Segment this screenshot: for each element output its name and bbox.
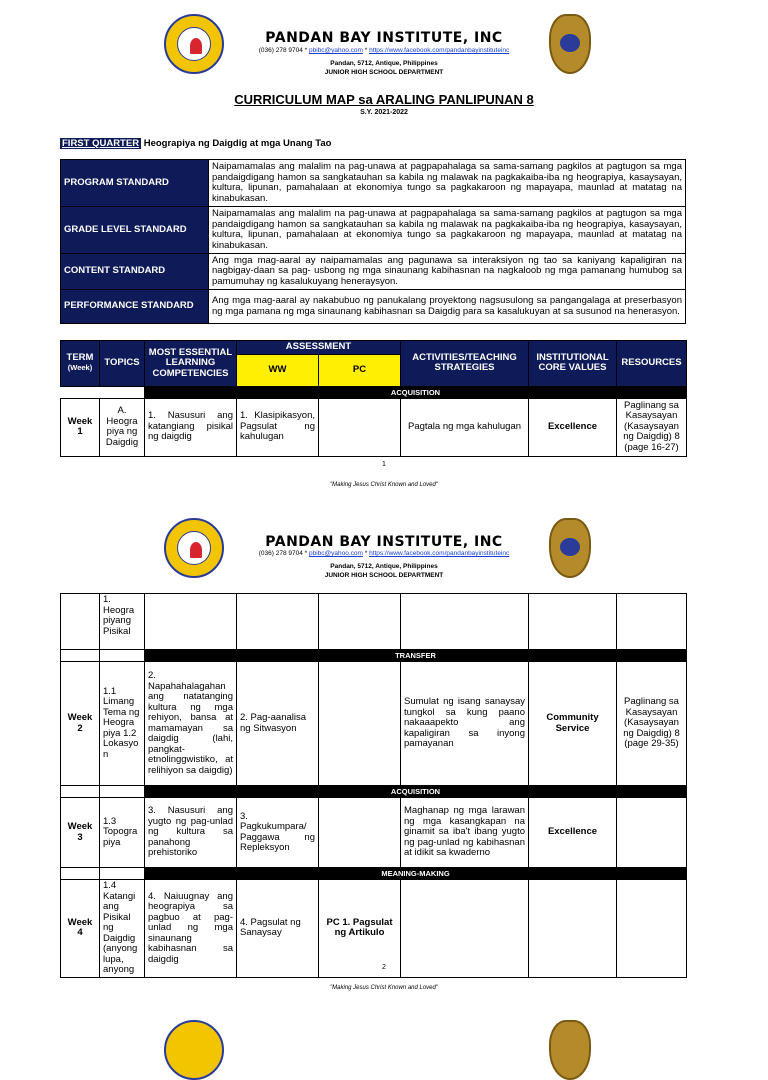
table-row bbox=[61, 594, 687, 650]
term-label: TERM bbox=[66, 351, 94, 363]
topic-cell: 1.4 Katangi ang Pisikal ng Daigdig (anyong lupa, anyong bbox=[100, 880, 145, 978]
ww-cell: 1. Klasipikasyon, Pagsulat ng kahulugan bbox=[237, 398, 319, 456]
resource-cell bbox=[617, 594, 687, 650]
motto-footer: "Making Jesus Christ Known and Loved" bbox=[330, 482, 438, 488]
topic-cell: 1.1 Limang Tema ng Heogra piya 1.2 Lokasyo n bbox=[100, 662, 145, 786]
page-number: 1 bbox=[382, 461, 386, 468]
address: Pandan, 5712, Antique, Philippines bbox=[330, 60, 438, 67]
contact-phone: (036) 278 9704 * bbox=[258, 47, 309, 54]
resource-cell: Paglinang sa Kasaysayan (Kasaysayan ng Daigdig) 8 (page 29-35) bbox=[617, 662, 687, 786]
department: JUNIOR HIGH SCHOOL DEPARTMENT bbox=[324, 572, 444, 579]
pc-cell bbox=[319, 594, 401, 650]
week-cell bbox=[61, 594, 100, 650]
ww-cell: 2. Pag-aanalisa ng Sitwasyon bbox=[237, 662, 319, 786]
pc-cell bbox=[319, 662, 401, 786]
melc-cell: 4. Naiuugnay ang heograpiya sa pagbuo at pag-unlad ng mga sinaunang kabihasnan sa daigdig bbox=[145, 880, 237, 978]
contact-line bbox=[0, 47, 768, 54]
crest-icon bbox=[549, 1020, 591, 1080]
ww-cell bbox=[237, 594, 319, 650]
ww-cell: 4. Pagsulat ng Sanaysay bbox=[237, 880, 319, 978]
activity-cell bbox=[401, 594, 529, 650]
header-pc: PC bbox=[319, 354, 401, 386]
header-term bbox=[61, 341, 100, 387]
standard-label: CONTENT STANDARD bbox=[61, 254, 209, 290]
table-row bbox=[61, 662, 687, 786]
term-sub-label: (Week) bbox=[67, 363, 93, 373]
value-cell: Excellence bbox=[529, 398, 617, 456]
standard-text: Naipamamalas ang malalim na pag-unawa at pagpapahalaga sa sama-samang pagkilos at pagtugon sa mga pandaigdigang hamon sa sangkatauhan sa kabila ng malawak na pagkakaiba-iba ng heograpiya, kasaysayan, kultura, lipunan, pamahalaan at ekonomiya tungo sa pagkakaroon ng mapayapa, maunlad at matatag na kinabukasan. bbox=[209, 207, 686, 254]
contact-separator: * bbox=[362, 550, 370, 557]
school-year: S.Y. 2021-2022 bbox=[360, 109, 408, 116]
melc-cell: 1. Nasusuri ang katangiang pisikal ng daigdig bbox=[145, 398, 237, 456]
institution-name: PANDAN BAY INSTITUTE, INC bbox=[265, 534, 503, 550]
standard-row bbox=[61, 207, 686, 254]
standard-text: Ang mga mag-aaral ay nakabubuo ng panukalang proyektong nagsusulong sa pangangalaga at preserbasyon ng mga pamana ng mga sinaunang kabihasnan sa Daigdig para sa kasalukuyan at sa susunod na henerasyon. bbox=[209, 290, 686, 324]
contact-separator: * bbox=[362, 47, 370, 54]
standard-row bbox=[61, 254, 686, 290]
curriculum-table-page2 bbox=[60, 593, 687, 978]
activity-cell: Sumulat ng isang sanaysay tungkol sa kung paano nakaaapekto ang kapaligiran sa inyong pamayanan bbox=[401, 662, 529, 786]
topic-cell: 1. Heogra piyang Pisikal bbox=[100, 594, 145, 650]
resource-cell bbox=[617, 798, 687, 868]
week-cell: Week 1 bbox=[61, 398, 100, 456]
curriculum-table-page1 bbox=[60, 340, 687, 457]
header-activities: ACTIVITIES/TEACHING STRATEGIES bbox=[401, 341, 529, 387]
standard-row bbox=[61, 290, 686, 324]
page-number: 2 bbox=[382, 964, 386, 971]
standard-text: Ang mga mag-aaral ay naipamamalas ang pagunawa sa interaksiyon ng tao sa kaniyang kapaligiran na nagbigay-daan sa pag- usbong ng mga sinaunang kabihasnan na nagkaloob ng mga pamanang humubog sa pamumuhay ng kasalukuyang heneraysyon. bbox=[209, 254, 686, 290]
email-link[interactable]: pbibc@yahoo.com bbox=[308, 47, 363, 54]
value-cell bbox=[529, 594, 617, 650]
melc-cell bbox=[145, 594, 237, 650]
standard-label: PROGRAM STANDARD bbox=[61, 160, 209, 207]
phase-bar-acquisition: ACQUISITION bbox=[145, 786, 687, 798]
facebook-link[interactable]: https://www.facebook.com/pandanbayinstituteinc bbox=[369, 550, 510, 557]
phase-bar-meaning-making: MEANING-MAKING bbox=[145, 868, 687, 880]
value-cell: Community Service bbox=[529, 662, 617, 786]
activity-cell: Pagtala ng mga kahulugan bbox=[401, 398, 529, 456]
table-row bbox=[61, 398, 687, 456]
ww-cell: 3. Pagkukumpara/ Paggawa ng Repleksyon bbox=[237, 798, 319, 868]
facebook-link[interactable]: https://www.facebook.com/pandanbayinstituteinc bbox=[369, 47, 510, 54]
document-title: CURRICULUM MAP sa ARALING PANLIPUNAN 8 bbox=[234, 92, 534, 107]
header-melc: MOST ESSENTIAL LEARNING COMPETENCIES bbox=[145, 341, 237, 387]
header-ww: WW bbox=[237, 354, 319, 386]
contact-phone: (036) 278 9704 * bbox=[258, 550, 309, 557]
standard-label: PERFORMANCE STANDARD bbox=[61, 290, 209, 324]
address: Pandan, 5712, Antique, Philippines bbox=[330, 563, 438, 570]
institution-name: PANDAN BAY INSTITUTE, INC bbox=[265, 30, 503, 46]
department: JUNIOR HIGH SCHOOL DEPARTMENT bbox=[324, 69, 444, 76]
bar-spacer bbox=[61, 786, 100, 798]
table-row bbox=[61, 880, 687, 978]
topic-cell: A. Heogra piya ng Daigdig bbox=[100, 398, 145, 456]
quarter-heading bbox=[60, 138, 331, 149]
activity-cell bbox=[401, 880, 529, 978]
pc-cell bbox=[319, 398, 401, 456]
phase-bar-acquisition: ACQUISITION bbox=[145, 386, 687, 398]
resource-cell bbox=[617, 880, 687, 978]
melc-cell: 3. Nasusuri ang yugto ng pag-unlad ng kultura sa panahong prehistoriko bbox=[145, 798, 237, 868]
table-row bbox=[61, 798, 687, 868]
melc-cell: 2. Napahahalagahan ang natatanging kultura ng mga rehiyon, bansa at mamamayan sa daigdig (lahi, pangkat-etnolinggwistiko, at relihiyon sa daigdig) bbox=[145, 662, 237, 786]
standard-text: Naipamamalas ang malalim na pag-unawa at pagpapahalaga sa sama-samang pagkilos at pagtugon sa mga pandaigdigang hamon sa sangkatauhan sa kabila ng malawak na pagkakaiba-iba ng heograpiya, kasaysayan, kultura, lipunan, pamahalaan at ekonomiya tungo sa pagkakaroon ng mapayapa, maunlad at matatag na kinabukasan. bbox=[209, 160, 686, 207]
bar-spacer bbox=[61, 650, 100, 662]
topic-cell: 1.3 Topogra piya bbox=[100, 798, 145, 868]
pc-cell: PC 1. Pagsulat ng Artikulo bbox=[319, 880, 401, 978]
contact-line bbox=[0, 550, 768, 557]
resource-cell: Paglinang sa Kasaysayan (Kasaysayan ng Daigdig) 8 (page 16-27) bbox=[617, 398, 687, 456]
activity-cell: Maghanap ng mga larawan ng mga kasangkapan na ginamit sa iba't ibang yugto ng pag-unlad ng kabihasnan at idikit sa kwaderno bbox=[401, 798, 529, 868]
value-cell: Excellence bbox=[529, 798, 617, 868]
motto-footer: "Making Jesus Christ Known and Loved" bbox=[330, 985, 438, 991]
quarter-label: FIRST QUARTER bbox=[62, 138, 140, 149]
standard-label: GRADE LEVEL STANDARD bbox=[61, 207, 209, 254]
header-assessment: ASSESSMENT bbox=[237, 341, 401, 355]
phase-bar-transfer: TRANSFER bbox=[145, 650, 687, 662]
header-core-values: INSTITUTIONAL CORE VALUES bbox=[529, 341, 617, 387]
bar-spacer bbox=[100, 650, 145, 662]
pc-cell bbox=[319, 798, 401, 868]
bar-spacer bbox=[100, 868, 145, 880]
week-cell: Week 4 bbox=[61, 880, 100, 978]
bar-spacer bbox=[61, 386, 100, 398]
bar-spacer bbox=[61, 868, 100, 880]
week-cell: Week 3 bbox=[61, 798, 100, 868]
email-link[interactable]: pbibc@yahoo.com bbox=[308, 550, 363, 557]
school-seal-icon bbox=[164, 1020, 224, 1080]
standard-row bbox=[61, 160, 686, 207]
bar-spacer bbox=[100, 386, 145, 398]
standards-table bbox=[60, 159, 686, 324]
bar-spacer bbox=[100, 786, 145, 798]
header-topics: TOPICS bbox=[100, 341, 145, 387]
value-cell bbox=[529, 880, 617, 978]
header-resources: RESOURCES bbox=[617, 341, 687, 387]
week-cell: Week 2 bbox=[61, 662, 100, 786]
quarter-title: Heograpiya ng Daigdig at mga Unang Tao bbox=[143, 138, 332, 149]
